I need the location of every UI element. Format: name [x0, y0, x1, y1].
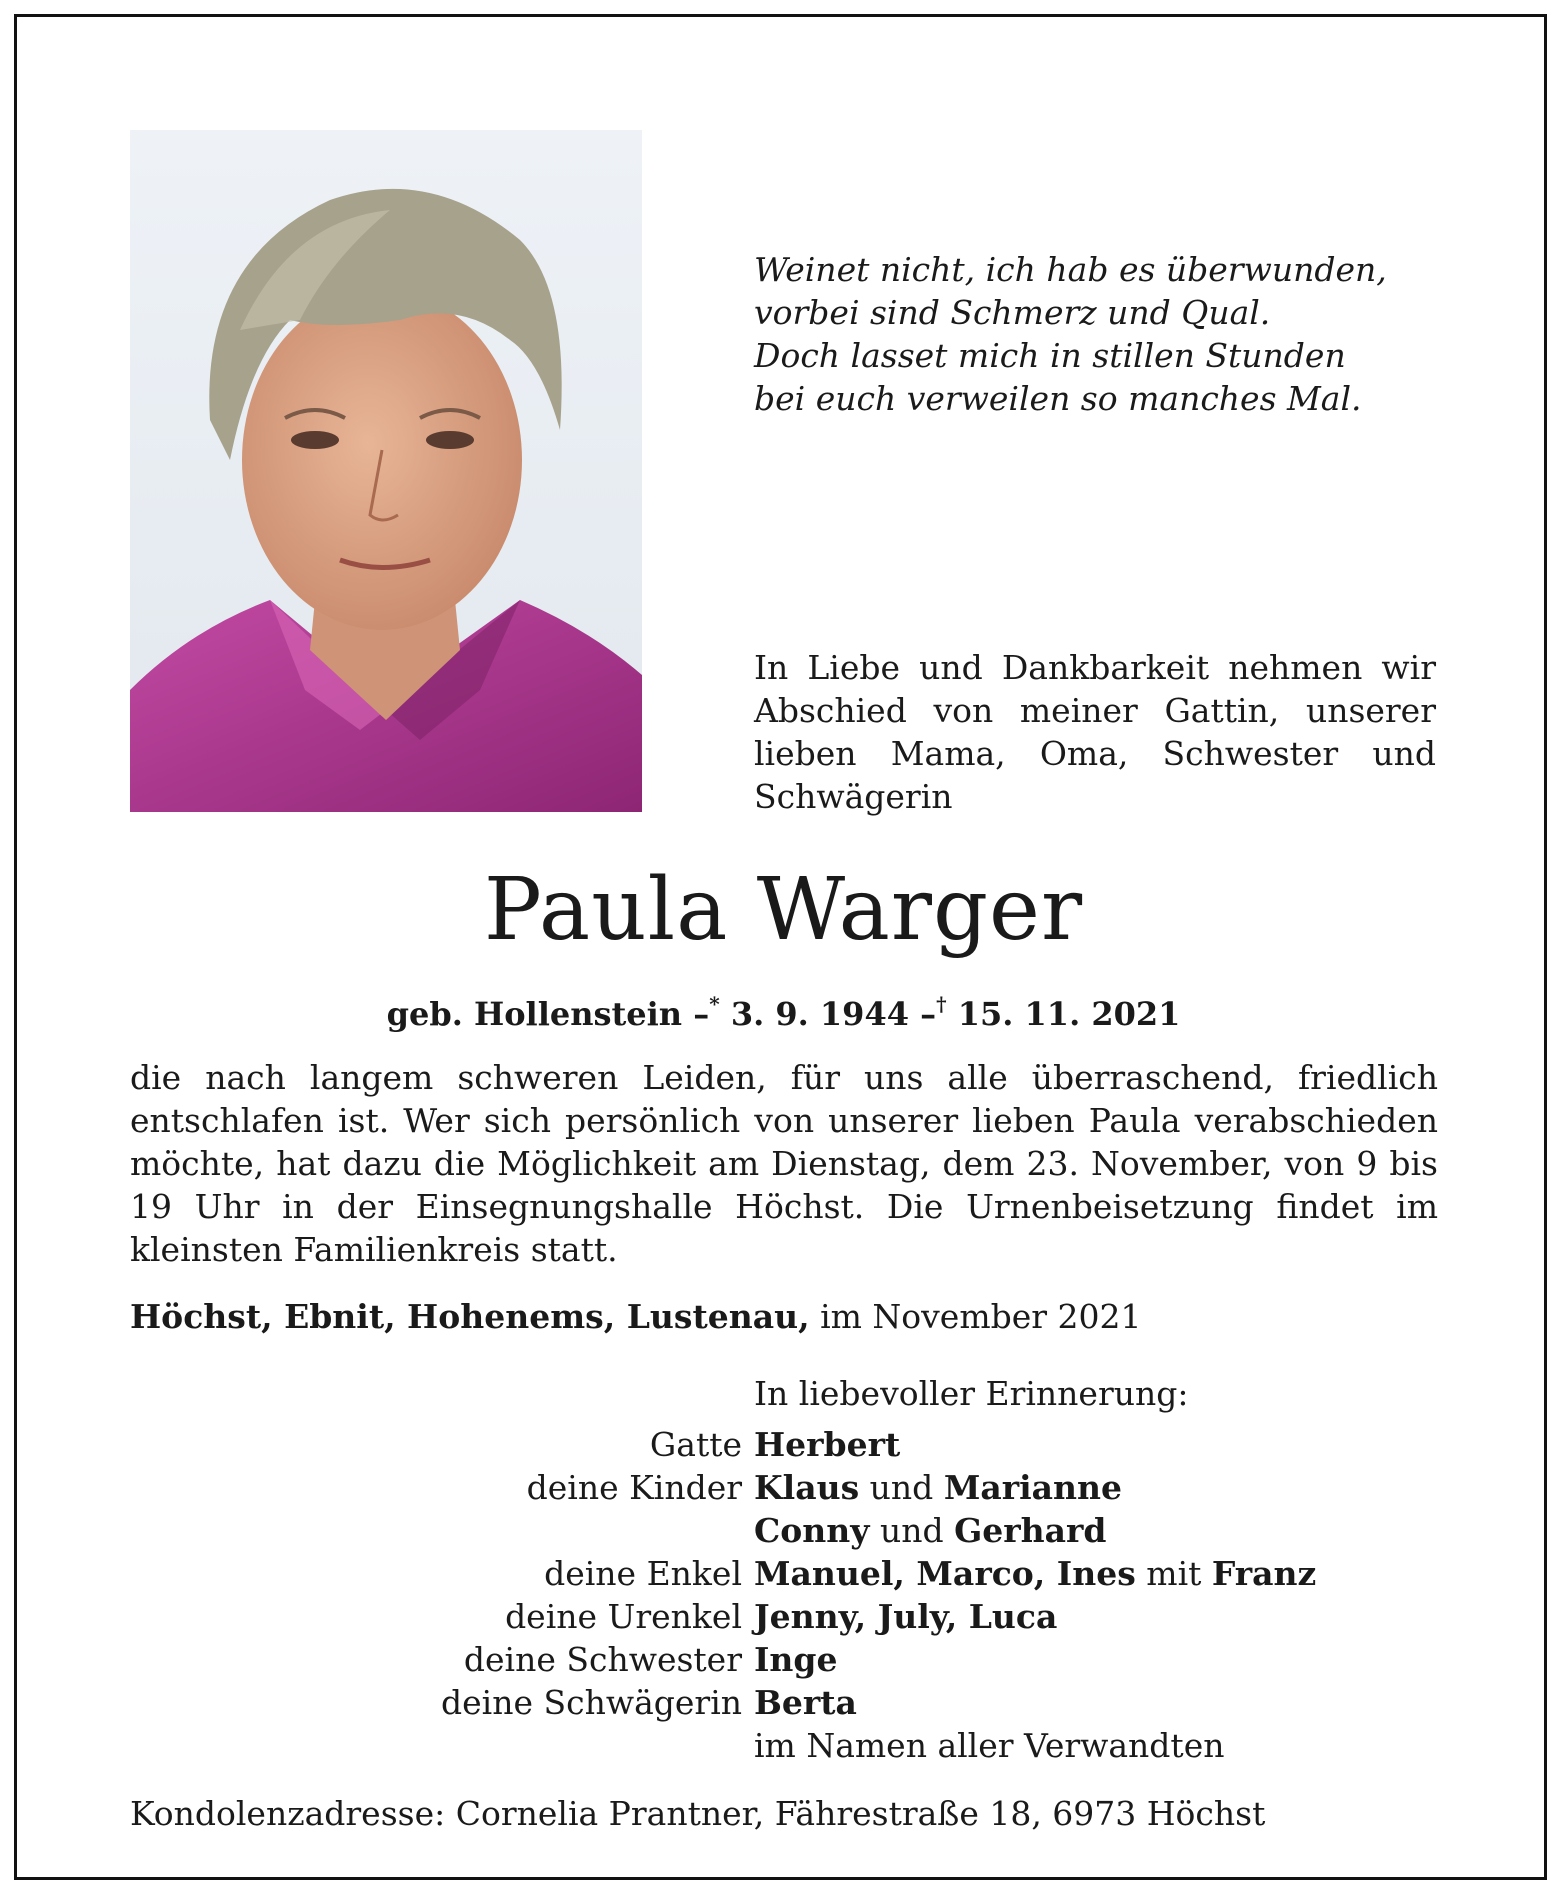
relative-row [130, 1509, 1450, 1552]
relative-row [130, 1681, 1450, 1724]
dash: – [920, 995, 937, 1033]
condolence-address: Kondolenzadresse: Cornelia Prantner, Fährestraße 18, 6973 Höchst [130, 1794, 1266, 1833]
relative-label: deine Schwester [463, 1640, 742, 1679]
places: Höchst, Ebnit, Hohenems, Lustenau, [130, 1297, 810, 1336]
place-date-line [130, 1295, 1430, 1338]
birth-symbol: * [709, 992, 720, 1016]
intro-text: In Liebe und Dankbarkeit nehmen wir Abschied von meiner Gattin, unserer lieben Mama, Oma, Schwester und Schwägerin [754, 648, 1436, 816]
relative-names: Klaus und Marianne [754, 1468, 1123, 1507]
relative-label [130, 1724, 742, 1767]
body-text: die nach langem schweren Leiden, für uns alle überraschend, friedlich entschlafen ist. Wer sich persönlich von unserer lieben Paula verabschieden möchte, hat dazu die Möglichkeit am Dienstag, dem 23. November, von 9 bis 19 Uhr in der Einsegnungshalle Höchst. Die Urnenbeisetzung findet im kleinsten Familienkreis statt. [130, 1058, 1438, 1269]
relative-names: Inge [754, 1640, 838, 1679]
relative-label: deine Enkel [544, 1554, 742, 1593]
poem-line: vorbei sind Schmerz und Qual. [754, 293, 1271, 332]
portrait-photo [130, 130, 642, 812]
relative-names: Conny und Gerhard [754, 1511, 1107, 1550]
poem-line: Weinet nicht, ich hab es überwunden, [754, 250, 1387, 289]
relative-row [130, 1466, 1450, 1509]
date: im November 2021 [820, 1297, 1142, 1336]
dash: – [693, 995, 710, 1033]
poem-line: Doch lasset mich in stillen Stunden [754, 336, 1346, 375]
deceased-name: Paula Warger [483, 860, 1084, 960]
relative-row [130, 1552, 1450, 1595]
poem-line: bei euch verweilen so manches Mal. [754, 379, 1362, 418]
relative-label: deine Schwägerin [441, 1683, 742, 1722]
relative-row [130, 1423, 1450, 1466]
poem [754, 248, 1454, 420]
relatives-footer: im Namen aller Verwandten [754, 1726, 1225, 1765]
relative-row [130, 1638, 1450, 1681]
death-symbol: † [936, 992, 947, 1016]
death-date: 15. 11. 2021 [957, 995, 1181, 1033]
relative-row [130, 1595, 1450, 1638]
memory-heading: In liebevoller Erinnerung: [754, 1374, 1189, 1413]
relative-names: Jenny, July, Luca [754, 1597, 1058, 1636]
relatives-list [130, 1423, 1450, 1767]
relative-label [130, 1509, 742, 1552]
relative-label: deine Urenkel [505, 1597, 742, 1636]
relative-row [130, 1724, 1450, 1767]
relative-names: Herbert [754, 1425, 901, 1464]
relative-names: Manuel, Marco, Ines mit Franz [754, 1554, 1317, 1593]
birth-name: geb. Hollenstein [386, 995, 683, 1033]
relative-label: Gatte [649, 1425, 742, 1464]
life-dates [0, 982, 1567, 1036]
birth-date: 3. 9. 1944 [730, 995, 909, 1033]
relative-label: deine Kinder [526, 1468, 742, 1507]
relative-names: Berta [754, 1683, 857, 1722]
